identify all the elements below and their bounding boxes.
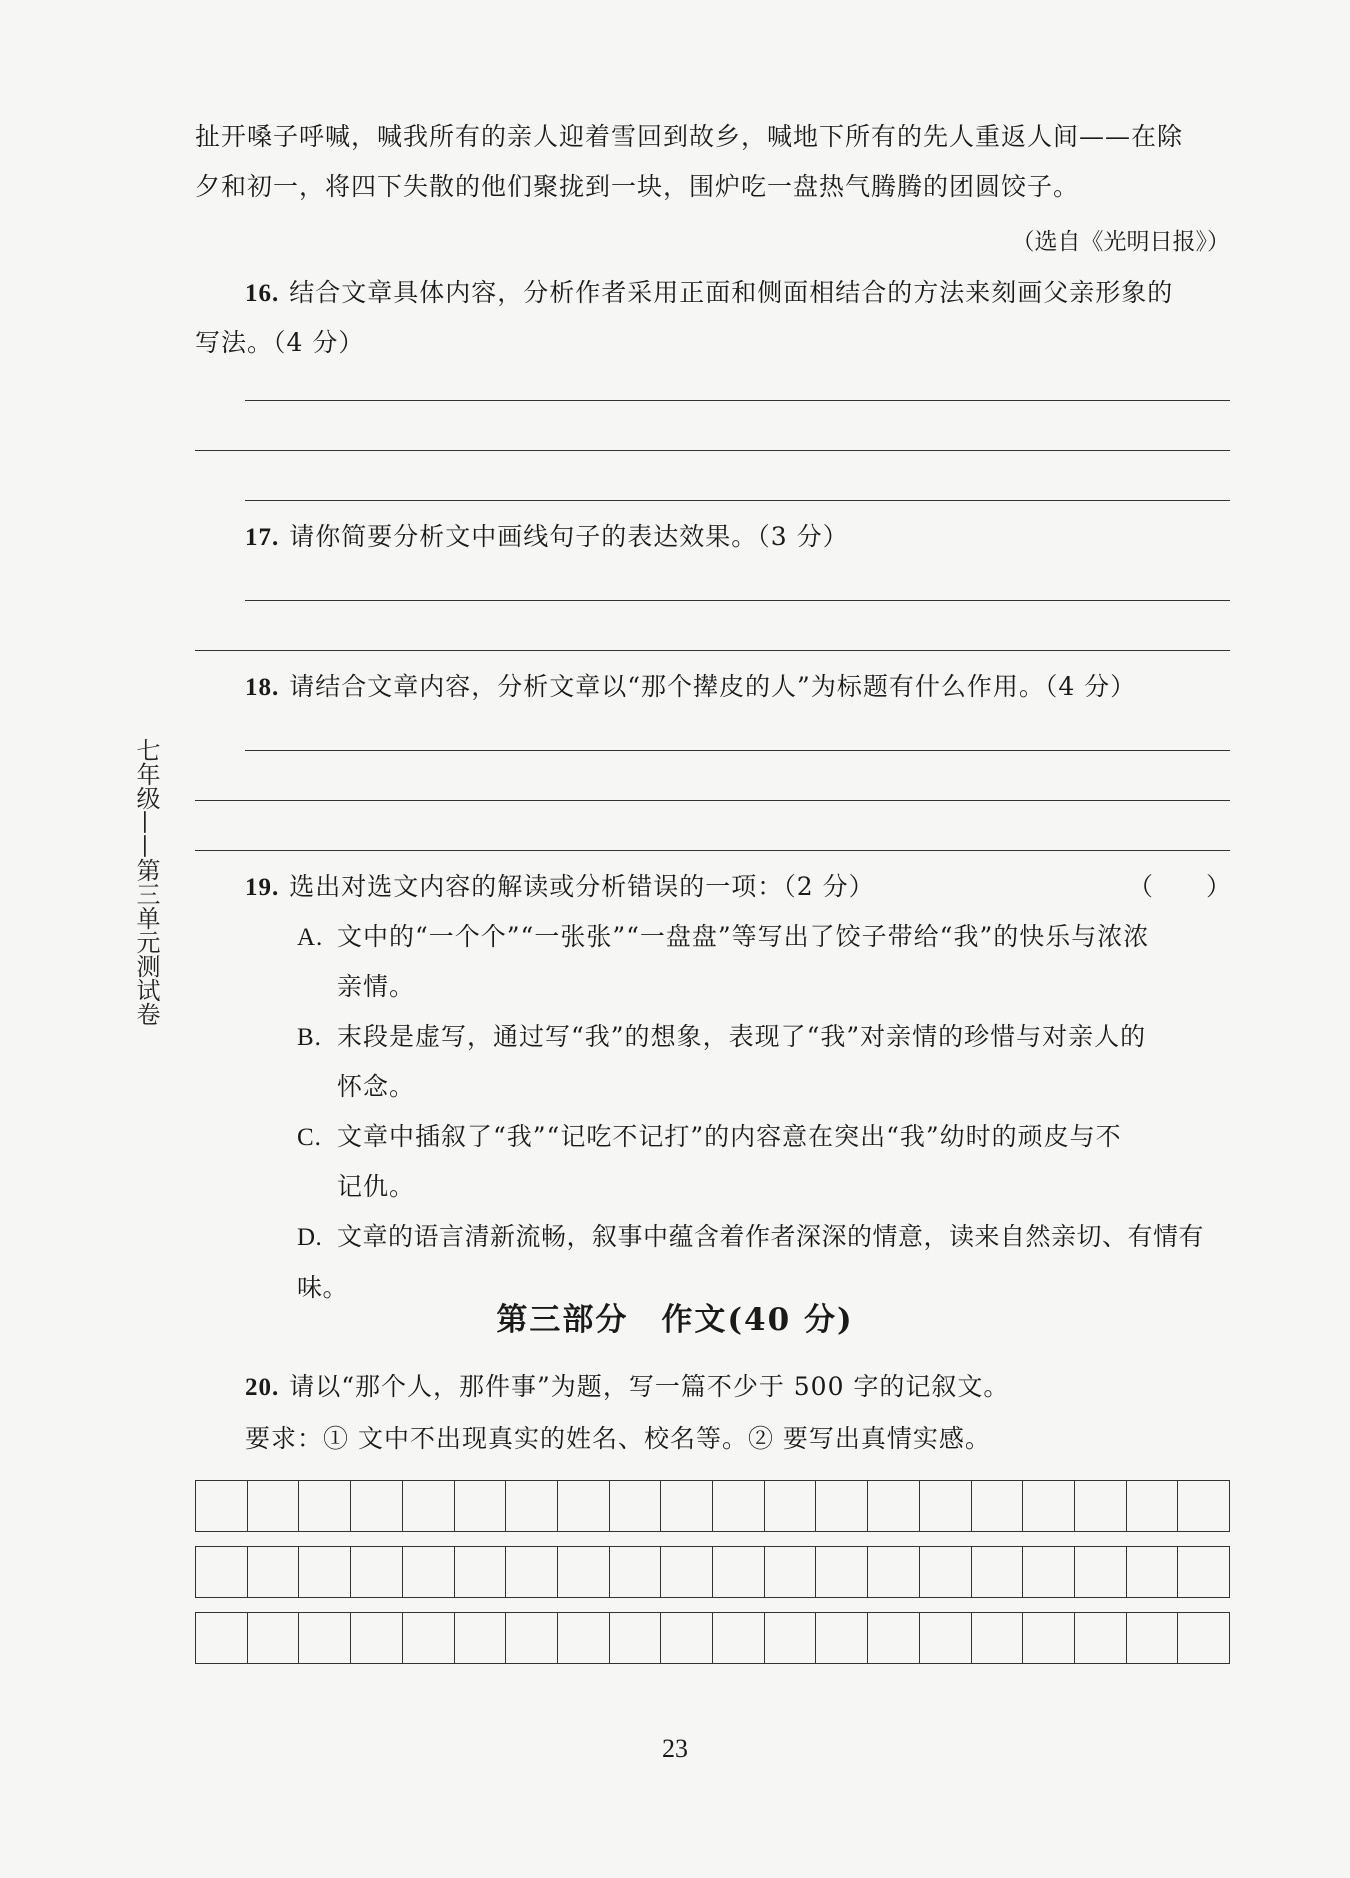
question-19-number: 19. — [245, 874, 280, 901]
question-16-text: 结合文章具体内容，分析作者采用正面和侧面相结合的方法来刻画父亲形象的 — [289, 278, 1174, 307]
option-c-text: 文章中插叙了“我”“记吃不记打”的内容意在突出“我”幼时的顽皮与不 — [337, 1122, 1122, 1151]
answer-line-17-2[interactable] — [195, 650, 1230, 651]
grid-cell[interactable] — [558, 1613, 610, 1663]
grid-cell[interactable] — [351, 1613, 403, 1663]
grid-cell[interactable] — [920, 1613, 972, 1663]
grid-cell[interactable] — [765, 1547, 817, 1597]
option-c-text-cont: 记仇。 — [337, 1172, 416, 1201]
grid-cell[interactable] — [661, 1481, 713, 1531]
section-title: 第三部分 作文(40 分) — [496, 1302, 854, 1338]
grid-cell[interactable] — [506, 1481, 558, 1531]
answer-parentheses[interactable]: （ ） — [1127, 872, 1232, 901]
grid-cell[interactable] — [558, 1481, 610, 1531]
grid-cell[interactable] — [1075, 1481, 1127, 1531]
grid-cell[interactable] — [1023, 1613, 1075, 1663]
option-b-letter: B. — [297, 1024, 322, 1051]
page-number: 23 — [662, 1734, 688, 1763]
grid-cell[interactable] — [610, 1613, 662, 1663]
grid-cell[interactable] — [816, 1481, 868, 1531]
grid-cell[interactable] — [868, 1613, 920, 1663]
grid-cell[interactable] — [455, 1547, 507, 1597]
side-unit-label: 七年级——第三单元测试卷 — [132, 738, 160, 1026]
grid-cell[interactable] — [351, 1481, 403, 1531]
grid-cell[interactable] — [816, 1613, 868, 1663]
option-a-text-cont: 亲情。 — [337, 972, 416, 1001]
grid-cell[interactable] — [299, 1547, 351, 1597]
grid-cell[interactable] — [351, 1547, 403, 1597]
grid-cell[interactable] — [661, 1547, 713, 1597]
option-b[interactable] — [297, 1012, 1230, 1063]
passage-source: （选自《光明日报》） — [1011, 229, 1230, 255]
grid-cell[interactable] — [506, 1547, 558, 1597]
grid-cell[interactable] — [713, 1547, 765, 1597]
question-20-number: 20. — [245, 1374, 280, 1401]
grid-cell[interactable] — [972, 1481, 1024, 1531]
question-18-text: 请结合文章内容，分析文章以“那个撵皮的人”为标题有什么作用。（4 分） — [289, 672, 1137, 701]
answer-line-18-1[interactable] — [245, 750, 1230, 751]
grid-cell[interactable] — [196, 1547, 248, 1597]
question-20 — [195, 1362, 1230, 1413]
grid-cell[interactable] — [1127, 1481, 1179, 1531]
option-c[interactable] — [297, 1112, 1230, 1163]
question-18 — [195, 662, 1230, 713]
grid-cell[interactable] — [1178, 1481, 1229, 1531]
grid-cell[interactable] — [816, 1547, 868, 1597]
grid-cell[interactable] — [248, 1613, 300, 1663]
grid-cell[interactable] — [248, 1481, 300, 1531]
grid-cell[interactable] — [299, 1481, 351, 1531]
question-16 — [195, 268, 1230, 319]
question-19 — [195, 862, 1230, 913]
option-b-text: 末段是虚写，通过写“我”的想象，表现了“我”对亲情的珍惜与对亲人的 — [337, 1022, 1147, 1051]
grid-cell[interactable] — [455, 1613, 507, 1663]
grid-cell[interactable] — [1127, 1613, 1179, 1663]
grid-cell[interactable] — [610, 1481, 662, 1531]
question-16-text-cont: 写法。（4 分） — [195, 328, 365, 357]
passage-line-2: 夕和初一，将四下失散的他们聚拢到一块，围炉吃一盘热气腾腾的团圆饺子。 — [195, 172, 1080, 201]
writing-grid-row-1[interactable] — [195, 1480, 1230, 1532]
grid-cell[interactable] — [196, 1613, 248, 1663]
grid-cell[interactable] — [1023, 1481, 1075, 1531]
option-d-letter: D. — [297, 1224, 323, 1251]
grid-cell[interactable] — [1075, 1613, 1127, 1663]
grid-cell[interactable] — [248, 1547, 300, 1597]
question-17 — [195, 512, 1230, 563]
passage-line-1: 扯开嗓子呼喊，喊我所有的亲人迎着雪回到故乡，喊地下所有的先人重返人间——在除 — [195, 122, 1184, 151]
option-b-text-cont: 怀念。 — [337, 1072, 416, 1101]
question-20-text: 请以“那个人，那件事”为题，写一篇不少于 500 字的记叙文。 — [289, 1372, 1010, 1401]
answer-line-17-1[interactable] — [245, 600, 1230, 601]
grid-cell[interactable] — [1127, 1547, 1179, 1597]
question-17-number: 17. — [245, 524, 280, 551]
answer-line-18-2[interactable] — [195, 800, 1230, 801]
grid-cell[interactable] — [920, 1547, 972, 1597]
answer-line-16-3[interactable] — [245, 500, 1230, 501]
grid-cell[interactable] — [299, 1613, 351, 1663]
grid-cell[interactable] — [1178, 1547, 1229, 1597]
option-a-text: 文中的“一个个”“一张张”“一盘盘”等写出了饺子带给“我”的快乐与浓浓 — [337, 922, 1150, 951]
option-c-letter: C. — [297, 1124, 322, 1151]
grid-cell[interactable] — [868, 1481, 920, 1531]
question-19-text: 选出对选文内容的解读或分析错误的一项：（2 分） — [289, 872, 875, 901]
grid-cell[interactable] — [661, 1613, 713, 1663]
grid-cell[interactable] — [558, 1547, 610, 1597]
grid-cell[interactable] — [610, 1547, 662, 1597]
question-18-number: 18. — [245, 674, 280, 701]
answer-line-16-2[interactable] — [195, 450, 1230, 451]
grid-cell[interactable] — [920, 1481, 972, 1531]
writing-grid-row-3[interactable] — [195, 1612, 1230, 1664]
grid-cell[interactable] — [765, 1481, 817, 1531]
option-d-text: 文章的语言清新流畅，叙事中蕴含着作者深深的情意，读来自然亲切、有情有味。 — [297, 1222, 1205, 1302]
grid-cell[interactable] — [713, 1481, 765, 1531]
answer-line-16-1[interactable] — [245, 400, 1230, 401]
grid-cell[interactable] — [713, 1613, 765, 1663]
grid-cell[interactable] — [455, 1481, 507, 1531]
grid-cell[interactable] — [403, 1613, 455, 1663]
answer-line-18-3[interactable] — [195, 850, 1230, 851]
grid-cell[interactable] — [403, 1481, 455, 1531]
writing-grid-row-2[interactable] — [195, 1546, 1230, 1598]
grid-cell[interactable] — [196, 1481, 248, 1531]
grid-cell[interactable] — [403, 1547, 455, 1597]
option-a[interactable] — [297, 912, 1230, 963]
question-20-requirement: 要求：① 文中不出现真实的姓名、校名等。② 要写出真情实感。 — [245, 1424, 991, 1453]
question-17-text: 请你简要分析文中画线句子的表达效果。（3 分） — [289, 522, 849, 551]
grid-cell[interactable] — [765, 1613, 817, 1663]
option-a-letter: A. — [297, 924, 324, 951]
grid-cell[interactable] — [1023, 1547, 1075, 1597]
grid-cell[interactable] — [1178, 1613, 1229, 1663]
question-16-number: 16. — [245, 280, 280, 307]
grid-cell[interactable] — [972, 1547, 1024, 1597]
grid-cell[interactable] — [506, 1613, 558, 1663]
grid-cell[interactable] — [972, 1613, 1024, 1663]
grid-cell[interactable] — [1075, 1547, 1127, 1597]
grid-cell[interactable] — [868, 1547, 920, 1597]
